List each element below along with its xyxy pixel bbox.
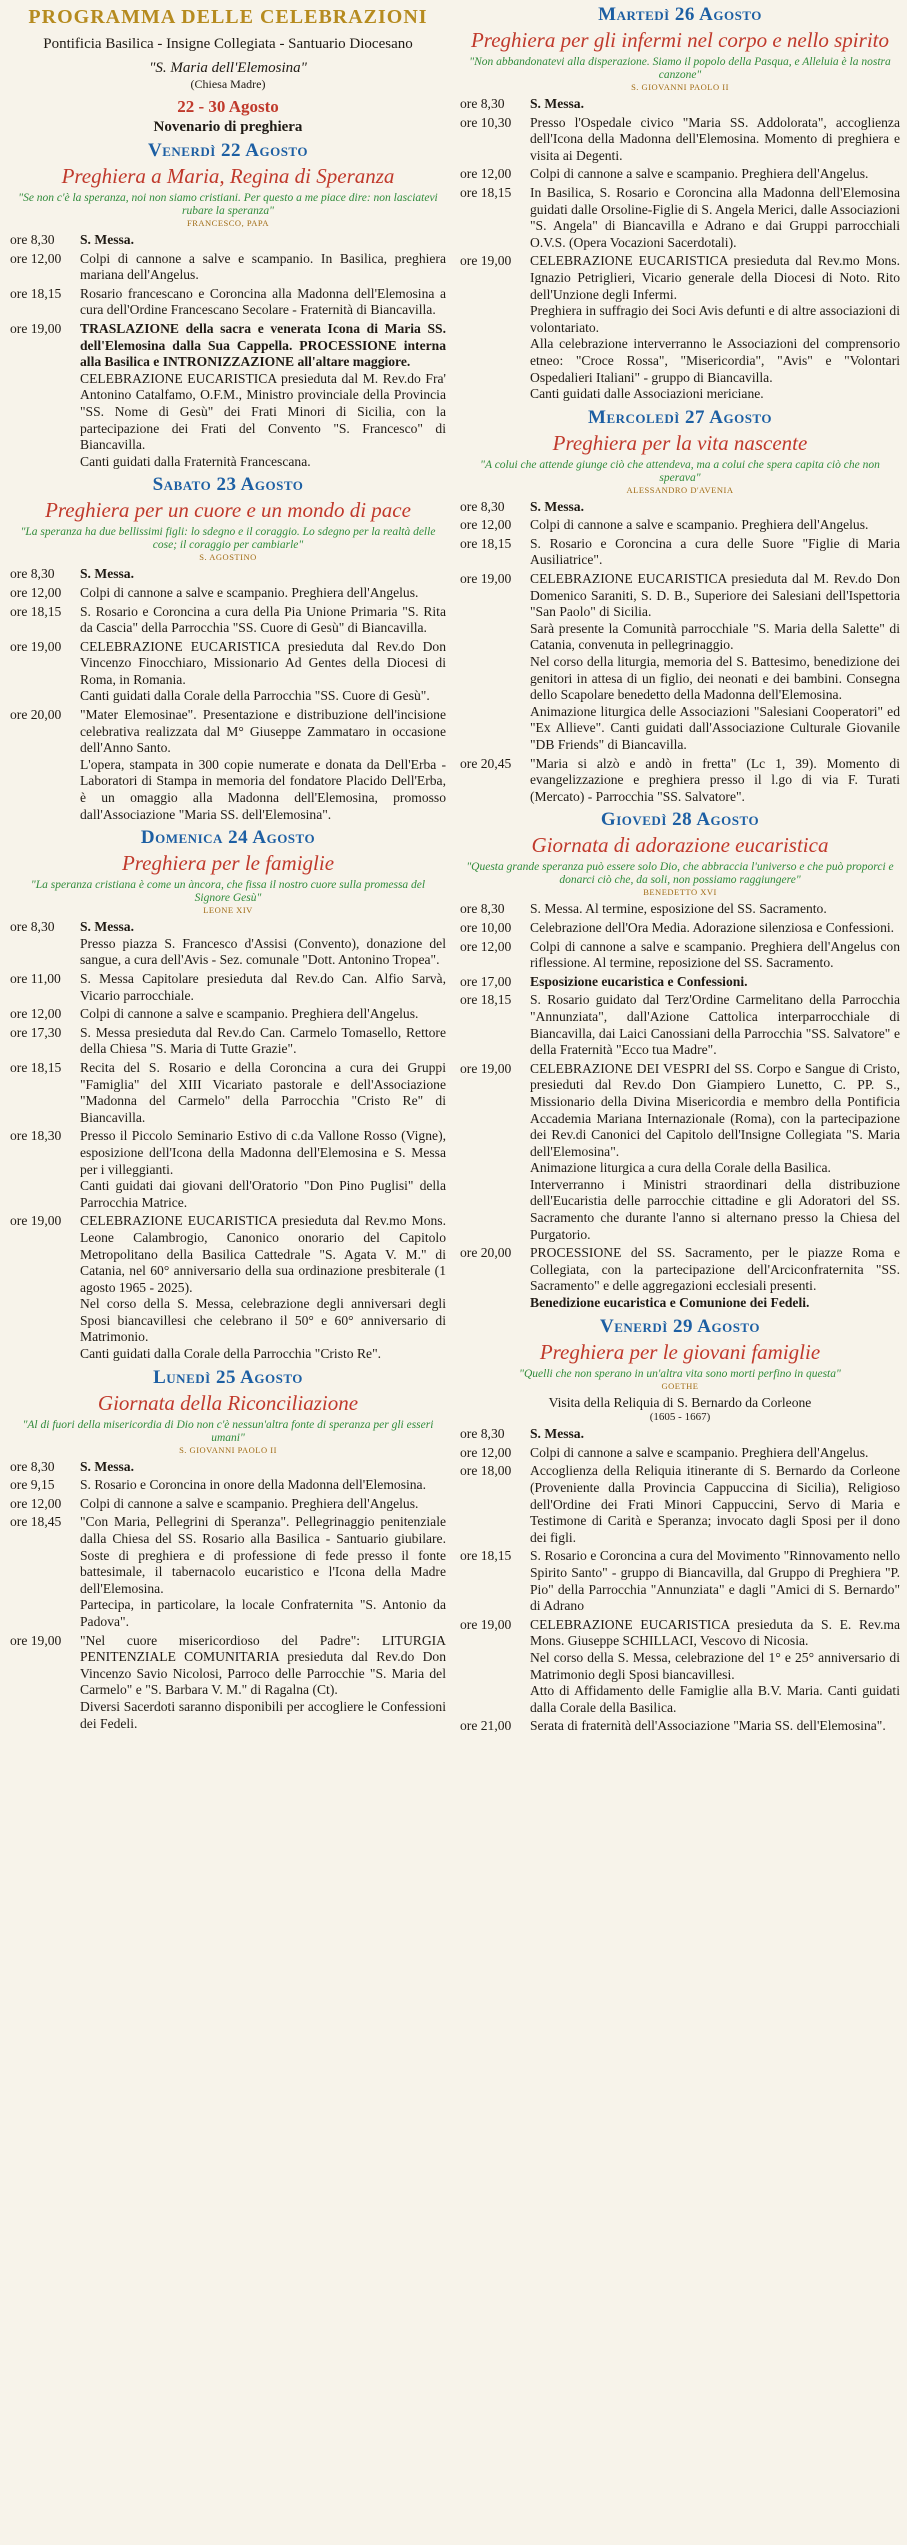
entry-time: ore 12,00 — [460, 517, 512, 533]
schedule-entry — [460, 974, 900, 991]
schedule-entry — [10, 251, 446, 284]
schedule-entry — [460, 901, 900, 918]
day-theme: Preghiera per la vita nascente — [552, 430, 808, 455]
schedule-entry — [10, 971, 446, 1004]
schedule-entry — [10, 1496, 446, 1513]
day-theme: Giornata di adorazione eucaristica — [531, 833, 829, 858]
day-theme: Preghiera per le giovani famiglie — [539, 1339, 821, 1364]
entry-time: ore 18,15 — [10, 1059, 62, 1075]
entry-text: Celebrazione dell'Ora Media. Adorazione silenziosa e Confessioni. — [530, 919, 895, 935]
schedule-entry — [460, 253, 900, 303]
entry-text: S. Messa. — [530, 96, 584, 111]
left-column — [10, 0, 446, 1732]
schedule-entry — [10, 604, 446, 637]
entry-paragraph: Animazione liturgica delle Associazioni "Salesiani Cooperatori" ed "Ex Allieve". Canti guidati dall'Associazione Culturale Giovanile "DB Friends" di Biancavilla. — [530, 703, 900, 752]
day-quote: "Questa grande speranza può essere solo Dio, che abbraccia l'universo e che può proporci e donarci ciò che, da soli, non possiamo raggiungere" — [466, 861, 894, 887]
schedule-entry — [10, 1025, 446, 1058]
day-quote: "Non abbandonatevi alla disperazione. Siamo il popolo della Pasqua, e Alleluia è la nostra canzone" — [469, 56, 891, 81]
schedule-entry — [460, 1548, 900, 1614]
relic-years: (1605 - 1667) — [649, 1411, 711, 1424]
entry-paragraph: Canti guidati dalle Associazioni mericiane. — [530, 386, 764, 402]
day-section-sun24 — [10, 827, 446, 1362]
entry-text: Colpi di cannone a salve e scampanio. Preghiera dell'Angelus. — [80, 1006, 419, 1022]
schedule-entry — [10, 566, 446, 583]
entry-paragraph: Canti guidati dalla Corale della Parrocchia "Cristo Re". — [80, 1346, 382, 1362]
day-heading: Mercoledì 27 Agosto — [588, 406, 772, 428]
day-section-thu28 — [460, 809, 900, 1311]
entry-time: ore 8,30 — [10, 232, 55, 247]
festival-dates: 22 - 30 Agosto — [177, 97, 279, 116]
entry-time: ore 10,30 — [460, 114, 512, 130]
schedule-entry — [10, 707, 446, 757]
entry-text: CELEBRAZIONE EUCARISTICA presieduta da S. E. Rev.ma Mons. Giuseppe SCHILLACI, Vescovo di Nicosia. — [530, 1616, 900, 1649]
schedule-entry — [460, 1718, 900, 1735]
entry-text: S. Messa presieduta dal Rev.do Can. Carmelo Tomasello, Rettore della Chiesa "S. Maria di Tutte Grazie". — [80, 1024, 446, 1057]
schedule-entry — [10, 1514, 446, 1597]
day-heading: Martedì 26 Agosto — [598, 4, 762, 25]
entry-time: ore 8,30 — [460, 1426, 505, 1442]
entry-paragraph: L'opera, stampata in 300 copie numerate e donata da Dell'Erba - Laboratori di Stampa in memoria del fondatore Placido Dell'Erba, è un omaggio alla Madonna dell'Elemosina, promosso dall'Associazione "Maria SS. dell'Elemosina". — [80, 756, 446, 822]
entry-time: ore 19,00 — [460, 1060, 512, 1076]
entry-paragraph: Benedizione eucaristica e Comunione dei Fedeli. — [530, 1295, 810, 1311]
schedule-entry — [460, 517, 900, 534]
schedule-entry — [10, 1060, 446, 1126]
entry-text: S. Messa Capitolare presieduta dal Rev.do Can. Alfio Sarvà, Vicario parrocchiale. — [80, 971, 446, 1003]
schedule-entry — [460, 920, 900, 937]
entry-time: ore 12,00 — [460, 1444, 512, 1460]
quote-author: BENEDETTO XVI — [643, 887, 717, 898]
entry-paragraph: Nel corso della S. Messa, celebrazione del 1° e 25° anniversario di Matrimonio degli Sposi biancavillesi. — [530, 1649, 900, 1682]
entry-text: Rosario francescano e Coroncina alla Madonna dell'Elemosina a cura dell'Ordine Francescano Secolare - Fraternità di Biancavilla. — [80, 285, 446, 318]
schedule-entry — [10, 321, 446, 371]
entry-paragraph: Alla celebrazione interverranno le Associazioni del comprensorio etneo: "Croce Rossa", "Misericordia", "Avis" e "Volontari Ospedalieri Italiani" - gruppo di Biancavilla. — [530, 336, 900, 385]
quote-author: S. GIOVANNI PAOLO II — [179, 1444, 277, 1455]
day-quote: "Se non c'è la speranza, noi non siamo cristiani. Per questo a me piace dire: non lasciatevi rubare la speranza" — [18, 192, 438, 217]
entry-time: ore 17,00 — [460, 973, 512, 989]
schedule-entry — [10, 1633, 446, 1699]
entry-paragraph: Presso piazza S. Francesco d'Assisi (Convento), donazione del sangue, a cura dell'Avis - Sez. comunale "Dott. Antonino Tropea". — [80, 935, 446, 968]
day-heading: Venerdì 22 Agosto — [148, 140, 308, 161]
entry-text: S. Messa. Al termine, esposizione del SS. Sacramento. — [530, 901, 827, 917]
entry-time: ore 18,15 — [460, 992, 512, 1008]
entry-text: S. Messa. — [80, 1458, 134, 1474]
entry-paragraph: Interverranno i Ministri straordinari della distribuzione dell'Eucaristia delle parrocchie cittadine e gli Adoratori del SS. Sacramento che durante l'anno si alternano presso la Chiesa del Purgatorio. — [530, 1176, 900, 1242]
schedule-entry — [10, 232, 446, 249]
schedule-entry — [460, 992, 900, 1058]
entry-paragraph: Canti guidati dai giovani dell'Oratorio "Don Pino Puglisi" della Parrocchia Matrice. — [80, 1178, 446, 1210]
schedule-entry — [10, 1006, 446, 1023]
entry-time: ore 12,00 — [10, 1495, 62, 1511]
entry-time: ore 18,15 — [460, 535, 512, 551]
novena-label: Novenario di preghiera — [153, 119, 303, 135]
day-quote: "Quelli che non sperano in un'altra vita sono morti perfino in questa" — [519, 1367, 841, 1380]
entry-text: Accoglienza della Reliquia itinerante di S. Bernardo da Corleone (Proveniente dalla Provincia Cappuccina di Sicilia), Religioso dell'Ordine dei Frati Minori Cappuccini, Servo di Maria e Testimone di Carità e Speranza; invocato dagli Sposi per il dono dei figli. — [530, 1463, 900, 1545]
day-heading: Lunedì 25 Agosto — [153, 1366, 303, 1388]
schedule-entry — [460, 499, 900, 516]
entry-text: PROCESSIONE del SS. Sacramento, per le piazze Roma e Collegiata, con la partecipazione dell'Arciconfraternita "SS. Sacramento" e delle aggregazioni ecclesiali presenti. — [530, 1245, 900, 1294]
entry-text: Recita del S. Rosario e della Coroncina a cura dei Gruppi "Famiglia" del XIII Vicariato pastorale e dell'Associazione "Madonna del Carmelo" della Parrocchia "Cristo Re" di Biancavilla. — [80, 1059, 446, 1125]
entry-time: ore 8,30 — [10, 566, 55, 582]
entry-time: ore 12,00 — [460, 938, 512, 954]
entry-time: ore 11,00 — [10, 971, 61, 986]
entry-text: Presso il Piccolo Seminario Estivo di c.da Vallone Rosso (Vigne), esposizione dell'Icona della Madonna dell'Elemosina e S. Messa per i villeggianti. — [80, 1128, 446, 1177]
entry-text: "Nel cuore misericordioso del Padre": LITURGIA PENITENZIALE COMUNITARIA presieduta dal Rev.do Don Vincenzo Savio Nicolosi, Parroco delle Parrocchie "S. Maria del Carmelo" e "S. Barbara V. M." di Ragalna (Ct). — [80, 1632, 446, 1698]
entry-text: S. Rosario e Coroncina in onore della Madonna dell'Elemosina. — [80, 1477, 426, 1493]
entry-time: ore 20,00 — [10, 707, 62, 723]
entry-text: S. Messa. — [530, 498, 584, 514]
schedule-entry — [460, 185, 900, 251]
schedule-entry — [460, 166, 900, 183]
schedule-entry — [10, 919, 446, 936]
day-theme: Preghiera per gli infermi nel corpo e nello spirito — [470, 28, 889, 52]
day-theme: Preghiera per un cuore e un mondo di pace — [45, 498, 411, 523]
entry-time: ore 8,30 — [460, 96, 505, 111]
schedule-entry — [460, 1463, 900, 1546]
schedule-entry — [460, 571, 900, 621]
entry-text: CELEBRAZIONE EUCARISTICA presieduta dal M. Rev.do Don Domenico Saraniti, S. D. B., Superiore dei Salesiani dell'Ispettoria "San Paolo" di Sicilia. — [530, 571, 900, 620]
entry-time: ore 8,30 — [10, 919, 55, 935]
day-quote: "La speranza cristiana è come un àncora, che fissa il nostro cuore sulla promessa del Signore Gesù" — [30, 879, 426, 905]
entry-time: ore 18,30 — [10, 1128, 62, 1144]
schedule-entry — [460, 1617, 900, 1650]
day-heading: Giovedì 28 Agosto — [600, 809, 760, 831]
quote-author: GOETHE — [661, 1380, 699, 1391]
entry-text: Colpi di cannone a salve e scampanio. Preghiera dell'Angelus. — [530, 1444, 869, 1460]
entry-time: ore 19,00 — [10, 1213, 62, 1229]
day-section-fri29 — [460, 1316, 900, 1735]
entry-text: In Basilica, S. Rosario e Coroncina alla Madonna dell'Elemosina guidati dalle Orsoline-Figlie di S. Angela Merici, dalle Associazioni "S. Angela" di Biancavilla e Adrano e dai Gruppi parrocchiali O.V.S. (Opera Vocazioni Sacerdotali). — [530, 184, 900, 250]
quote-author: S. AGOSTINO — [199, 552, 257, 563]
schedule-entry — [460, 1061, 900, 1161]
schedule-entry — [10, 1477, 446, 1494]
schedule-entry — [460, 115, 900, 165]
day-heading: Sabato 23 Agosto — [152, 474, 304, 496]
day-quote: "A colui che attende giunge ciò che attendeva, ma a colui che spera capita ciò che non sperava" — [480, 458, 880, 484]
entry-time: ore 12,00 — [10, 1006, 62, 1022]
entry-text: "Con Maria, Pellegrini di Speranza". Pellegrinaggio penitenziale dalla Chiesa del SS. Rosario alla Basilica - Santuario giubilare. Soste di preghiera e di professione di fede presso il fonte battesimale, il tabernacolo eucaristico e l'Icona della Madre dell'Elemosina. — [80, 1514, 446, 1596]
entry-time: ore 19,00 — [460, 253, 512, 269]
entry-time: ore 8,30 — [460, 901, 505, 917]
schedule-entry — [10, 286, 446, 319]
entry-time: ore 10,00 — [460, 919, 512, 935]
day-section-tue26 — [460, 4, 900, 403]
day-heading: Domenica 24 Agosto — [140, 827, 316, 849]
right-column — [460, 0, 900, 1735]
entry-paragraph: Atto di Affidamento delle Famiglie alla B.V. Maria. Canti guidati dalla Corale della Basilica. — [530, 1683, 900, 1715]
entry-time: ore 18,00 — [460, 1463, 512, 1479]
entry-text: S. Messa. — [80, 232, 134, 247]
entry-text: Colpi di cannone a salve e scampanio. Preghiera dell'Angelus con riflessione. Al termine, reposizione del SS. Sacramento. — [530, 938, 900, 971]
entry-time: ore 18,15 — [10, 603, 62, 619]
quote-author: S. GIOVANNI PAOLO II — [631, 82, 729, 92]
entry-paragraph: Nel corso della S. Messa, celebrazione degli anniversari degli Sposi biancavillesi che celebrano il 50° e 60° anniversario di Matrimonio. — [80, 1296, 446, 1345]
schedule-entry — [10, 585, 446, 602]
chiesa-madre: (Chiesa Madre) — [190, 77, 266, 91]
schedule-entry — [460, 1245, 900, 1295]
entry-text: CELEBRAZIONE EUCARISTICA presieduta dal Rev.do Don Vincenzo Finocchiaro, Missionario Ad Gentes della Diocesi di Roma, in Romania. — [80, 638, 446, 687]
entry-text: "Mater Elemosinae". Presentazione e distribuzione dell'incisione celebrativa realizzata dal M° Giuseppe Zammataro in occasione dell'Anno Santo. — [80, 707, 446, 756]
quote-author: FRANCESCO, PAPA — [187, 218, 269, 228]
day-section-mon25 — [10, 1367, 446, 1733]
entry-paragraph: Animazione liturgica a cura della Corale della Basilica. — [530, 1160, 831, 1176]
entry-time: ore 20,00 — [460, 1245, 512, 1261]
entry-text: Esposizione eucaristica e Confessioni. — [530, 973, 748, 989]
schedule-entry — [460, 939, 900, 972]
entry-time: ore 18,15 — [460, 184, 512, 200]
entry-text: S. Messa. — [80, 919, 134, 935]
entry-paragraph: CELEBRAZIONE EUCARISTICA presieduta dal M. Rev.do Fra' Antonino Catalfamo, O.F.M., Ministro provinciale della Provincia "SS. Nome di Gesù" dei Frati Minori di Sicilia, con la partecipazione dei Frati del Convento "S. Francesco" di Biancavilla. — [80, 370, 446, 453]
entry-text: S. Messa. — [80, 566, 134, 582]
entry-paragraph: Preghiera in suffragio dei Soci Avis defunti e di altre associazioni di volontariato. — [530, 303, 900, 335]
entry-paragraph: Canti guidati dalla Fraternità Francescana. — [80, 453, 311, 469]
day-quote: "Al di fuori della misericordia di Dio non c'è nessun'altra fonte di speranza per gli esseri umani" — [22, 1418, 434, 1444]
entry-time: ore 18,45 — [10, 1514, 62, 1530]
schedule-entry — [10, 1128, 446, 1178]
entry-paragraph: Partecipa, in particolare, la locale Confraternita "S. Antonio da Padova". — [80, 1597, 446, 1629]
entry-text: CELEBRAZIONE DEI VESPRI del SS. Corpo e Sangue di Cristo, presieduti dal Rev.do Don Giampiero Lunetto, C. PP. S., Missionario della Divina Misericordia e membro della Pontificia Accademia Mariana Internazionale (Roma), con la partecipazione dei Rev.di Canonici del Capitolo dell'Insigne Collegiata "S. Maria dell'Elemosina". — [530, 1060, 900, 1159]
entry-text: Colpi di cannone a salve e scampanio. Preghiera dell'Angelus. — [530, 517, 869, 533]
entry-time: ore 19,00 — [460, 1616, 512, 1632]
relic-visit: Visita della Reliquia di S. Bernardo da Corleone — [548, 1394, 812, 1410]
quote-author: ALESSANDRO D'AVENIA — [626, 484, 734, 495]
entry-text: Colpi di cannone a salve e scampanio. Preghiera dell'Angelus. — [80, 584, 419, 600]
entry-text: CELEBRAZIONE EUCARISTICA presieduta dal Rev.mo Mons. Leone Calambrogio, Canonico onorario del Capitolo Metropolitano della Basilica Cattedrale "S. Agata V. M." di Catania, nel 60° anniversario della sua ordinazione presbiterale (1 agosto 1965 - 2025). — [80, 1213, 446, 1295]
entry-time: ore 9,15 — [10, 1477, 55, 1493]
entry-text: Colpi di cannone a salve e scampanio. Preghiera dell'Angelus. — [80, 1495, 419, 1511]
entry-time: ore 18,15 — [10, 285, 62, 301]
entry-paragraph: Diversi Sacerdoti saranno disponibili per accogliere le Confessioni dei Fedeli. — [80, 1698, 446, 1731]
quote-author: LEONE XIV — [203, 905, 253, 916]
entry-text: S. Rosario e Coroncina a cura del Movimento "Rinnovamento nello Spirito Santo" - gruppo di Biancavilla, dal Gruppo di Preghiera "P. Pio" della Parrocchia "Annunziata" e dagli "Amici di S. Bernardo" di Adrano — [530, 1548, 900, 1614]
day-theme: Preghiera a Maria, Regina di Speranza — [61, 164, 395, 188]
entry-text: S. Rosario e Coroncina a cura delle Suore "Figlie di Maria Ausiliatrice". — [530, 535, 900, 568]
day-heading: Venerdì 29 Agosto — [600, 1315, 760, 1337]
entry-paragraph: Nel corso della liturgia, memoria del S. Battesimo, benedizione dei genitori in attesa di un figlio, dei neonati e dei bambini. Consegna dello Scapolare benedetto della Madonna dell'Elemosina. — [530, 654, 900, 703]
entry-time: ore 8,30 — [10, 1458, 55, 1474]
schedule-entry — [10, 1213, 446, 1296]
entry-text: S. Rosario e Coroncina a cura della Pia Unione Primaria "S. Rita da Cascia" della Parrocchia "SS. Cuore di Gesù" di Biancavilla. — [80, 603, 446, 636]
day-section-sat23 — [10, 474, 446, 823]
entry-text: CELEBRAZIONE EUCARISTICA presieduta dal Rev.mo Mons. Ignazio Petriglieri, Vicario generale della Diocesi di Noto. Rito dell'Unzione degli Infermi. — [530, 253, 900, 302]
entry-time: ore 21,00 — [460, 1718, 512, 1734]
schedule-entry — [460, 756, 900, 806]
day-section-fri22 — [10, 140, 446, 470]
entry-text: S. Messa. — [530, 1426, 584, 1442]
entry-time: ore 19,00 — [460, 571, 512, 587]
programme-title: PROGRAMMA DELLE CELEBRAZIONI — [28, 6, 428, 28]
entry-time: ore 12,00 — [10, 584, 62, 600]
entry-time: ore 12,00 — [460, 166, 512, 182]
entry-time: ore 17,30 — [10, 1024, 62, 1040]
day-section-wed27 — [460, 407, 900, 806]
entry-time: ore 20,45 — [460, 755, 512, 771]
schedule-entry — [460, 536, 900, 569]
entry-text: S. Rosario guidato dal Terz'Ordine Carmelitano della Parrocchia "Annunziata", dall'Azione Cattolica interparrocchiale di Biancavilla, dai Laici Canossiani della Parrocchia "SS. Salvatore" e della Fraternità "Ecco tua Madre". — [530, 992, 900, 1058]
schedule-entry — [460, 1426, 900, 1443]
schedule-entry — [10, 1459, 446, 1476]
entry-time: ore 19,00 — [10, 320, 62, 336]
entry-text: TRASLAZIONE della sacra e venerata Icona di Maria SS. dell'Elemosina dalla Sua Cappella. PROCESSIONE interna alla Basilica e INTRONIZZAZIONE all'altare maggiore. — [80, 320, 446, 370]
schedule-entry — [460, 1445, 900, 1462]
schedule-entry — [10, 639, 446, 689]
entry-time: ore 19,00 — [10, 1632, 62, 1648]
entry-text: "Maria si alzò e andò in fretta" (Lc 1, 39). Momento di evangelizzazione e preghiera presso il l.go di via F. Turati (Mercato) - Parrocchia "SS. Salvatore". — [530, 755, 900, 804]
day-theme: Giornata della Riconciliazione — [97, 1390, 359, 1415]
basilica-name: Pontificia Basilica - Insigne Collegiata - Santuario Diocesano — [43, 36, 413, 52]
entry-text: Colpi di cannone a salve e scampanio. In Basilica, preghiera mariana dell'Angelus. — [80, 250, 446, 283]
entry-paragraph: Canti guidati dalla Corale della Parrocchia "SS. Cuore di Gesù". — [80, 688, 430, 704]
entry-text: Presso l'Ospedale civico "Maria SS. Addolorata", accoglienza dell'Icona della Madonna dell'Elemosina. Momento di preghiera e visita ai Degenti. — [530, 114, 900, 163]
entry-paragraph: Sarà presente la Comunità parrocchiale "S. Maria della Salette" di Catania, convenuta in pellegrinaggio. — [530, 620, 900, 653]
day-theme: Preghiera per le famiglie — [121, 851, 335, 876]
entry-time: ore 12,00 — [10, 250, 62, 266]
sanctuary-name: "S. Maria dell'Elemosina" — [149, 60, 307, 76]
entry-time: ore 19,00 — [10, 638, 62, 654]
day-quote: "La speranza ha due bellissimi figli: lo sdegno e il coraggio. Lo sdegno per la realtà delle cose; il coraggio per cambiarle" — [20, 526, 436, 552]
entry-time: ore 18,15 — [460, 1548, 512, 1564]
schedule-entry — [460, 96, 900, 113]
entry-time: ore 8,30 — [460, 498, 505, 514]
entry-text: Colpi di cannone a salve e scampanio. Preghiera dell'Angelus. — [530, 166, 869, 182]
entry-text: Serata di fraternità dell'Associazione "Maria SS. dell'Elemosina". — [530, 1718, 886, 1734]
